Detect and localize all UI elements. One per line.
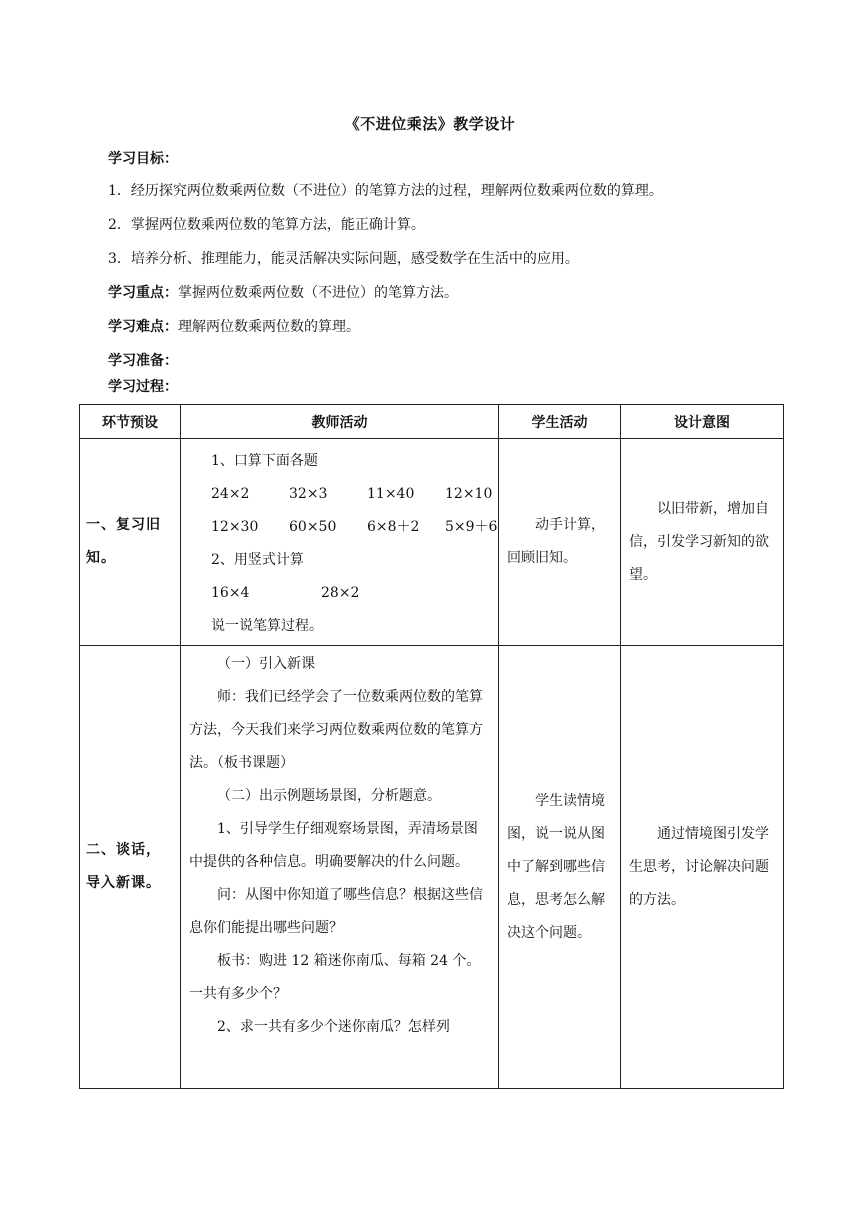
calc-item: 16×4 — [211, 585, 250, 601]
calc-item: 12×10 — [445, 486, 493, 502]
difficulty-text: 理解两位数乘两位数的算理。 — [178, 319, 360, 335]
teacher-text: （二）出示例题场景图，分析题意。 — [217, 788, 441, 804]
objective-3: 3．培养分析、推理能力，能灵活解决实际问题，感受数学在生活中的应用。 — [108, 251, 579, 267]
teacher-text: 问：从图中你知道了哪些信息？根据这些信息你们能提出哪些问题？ — [189, 887, 483, 936]
table-row — [80, 646, 784, 1089]
calc-item: 24×2 — [211, 486, 250, 502]
header-stage: 环节预设 — [80, 405, 181, 439]
teacher-text: 2、用竖式计算 — [211, 552, 304, 568]
calc-item: 32×3 — [289, 486, 328, 502]
calc-item: 12×30 — [211, 519, 259, 535]
table-header-row — [80, 405, 784, 439]
objective-2: 2．掌握两位数乘两位数的笔算方法，能正确计算。 — [108, 217, 425, 233]
intent-cell: 以旧带新，增加自信，引发学习新知的欲望。 — [621, 439, 784, 646]
process-label: 学习过程： — [108, 379, 178, 395]
key-point-label: 学习重点： — [108, 285, 178, 301]
calc-item: 11×40 — [367, 486, 415, 502]
key-point — [108, 282, 458, 302]
calc-row — [211, 511, 498, 544]
header-student: 学生活动 — [499, 405, 621, 439]
document-title: 《不进位乘法》教学设计 — [344, 115, 516, 133]
calc-item: 60×50 — [289, 519, 337, 535]
calc-item: 28×2 — [321, 585, 360, 601]
teacher-text: 说一说笔算过程。 — [211, 618, 323, 634]
key-point-text: 掌握两位数乘两位数（不进位）的笔算方法。 — [178, 285, 458, 301]
stage-cell: 一、复习旧知。 — [80, 439, 181, 646]
header-teacher: 教师活动 — [181, 405, 499, 439]
student-cell: 动手计算，回顾旧知。 — [499, 439, 621, 646]
teacher-text: 1、引导学生仔细观察场景图，弄清场景图中提供的各种信息。明确要解决的什么问题。 — [189, 821, 478, 870]
difficulty-label: 学习难点： — [108, 319, 178, 335]
teacher-text: 师：我们已经学会了一位数乘两位数的笔算方法，今天我们来学习两位数乘两位数的笔算方法。（板书课题） — [189, 689, 483, 771]
difficulty — [108, 316, 360, 336]
calc-row — [211, 478, 493, 511]
header-intent: 设计意图 — [621, 405, 784, 439]
calc-row — [211, 577, 490, 610]
calc-item: 5×9＋6 — [445, 519, 498, 535]
objective-1: 1．经历探究两位数乘两位数（不进位）的笔算方法的过程，理解两位数乘两位数的算理。 — [108, 183, 663, 199]
stage-cell: 二、谈话，导入新课。 — [80, 646, 181, 1089]
lesson-table — [79, 404, 784, 1089]
teacher-text: （一）引入新课 — [217, 656, 315, 672]
teacher-cell — [181, 439, 499, 646]
teacher-cell — [181, 646, 499, 1089]
preparation-label: 学习准备： — [108, 353, 178, 369]
intent-cell: 通过情境图引发学生思考，讨论解决问题的方法。 — [621, 646, 784, 1089]
table-row — [80, 439, 784, 646]
teacher-text: 板书：购进 12 箱迷你南瓜、每箱 24 个。一共有多少个？ — [189, 953, 481, 1002]
teacher-text: 1、口算下面各题 — [211, 453, 318, 469]
calc-item: 6×8＋2 — [367, 519, 420, 535]
objectives-heading: 学习目标： — [108, 151, 178, 167]
teacher-text: 2、求一共有多少个迷你南瓜？怎样列 — [217, 1019, 450, 1035]
student-cell: 学生读情境图，说一说从图中了解到哪些信息，思考怎么解决这个问题。 — [499, 646, 621, 1089]
